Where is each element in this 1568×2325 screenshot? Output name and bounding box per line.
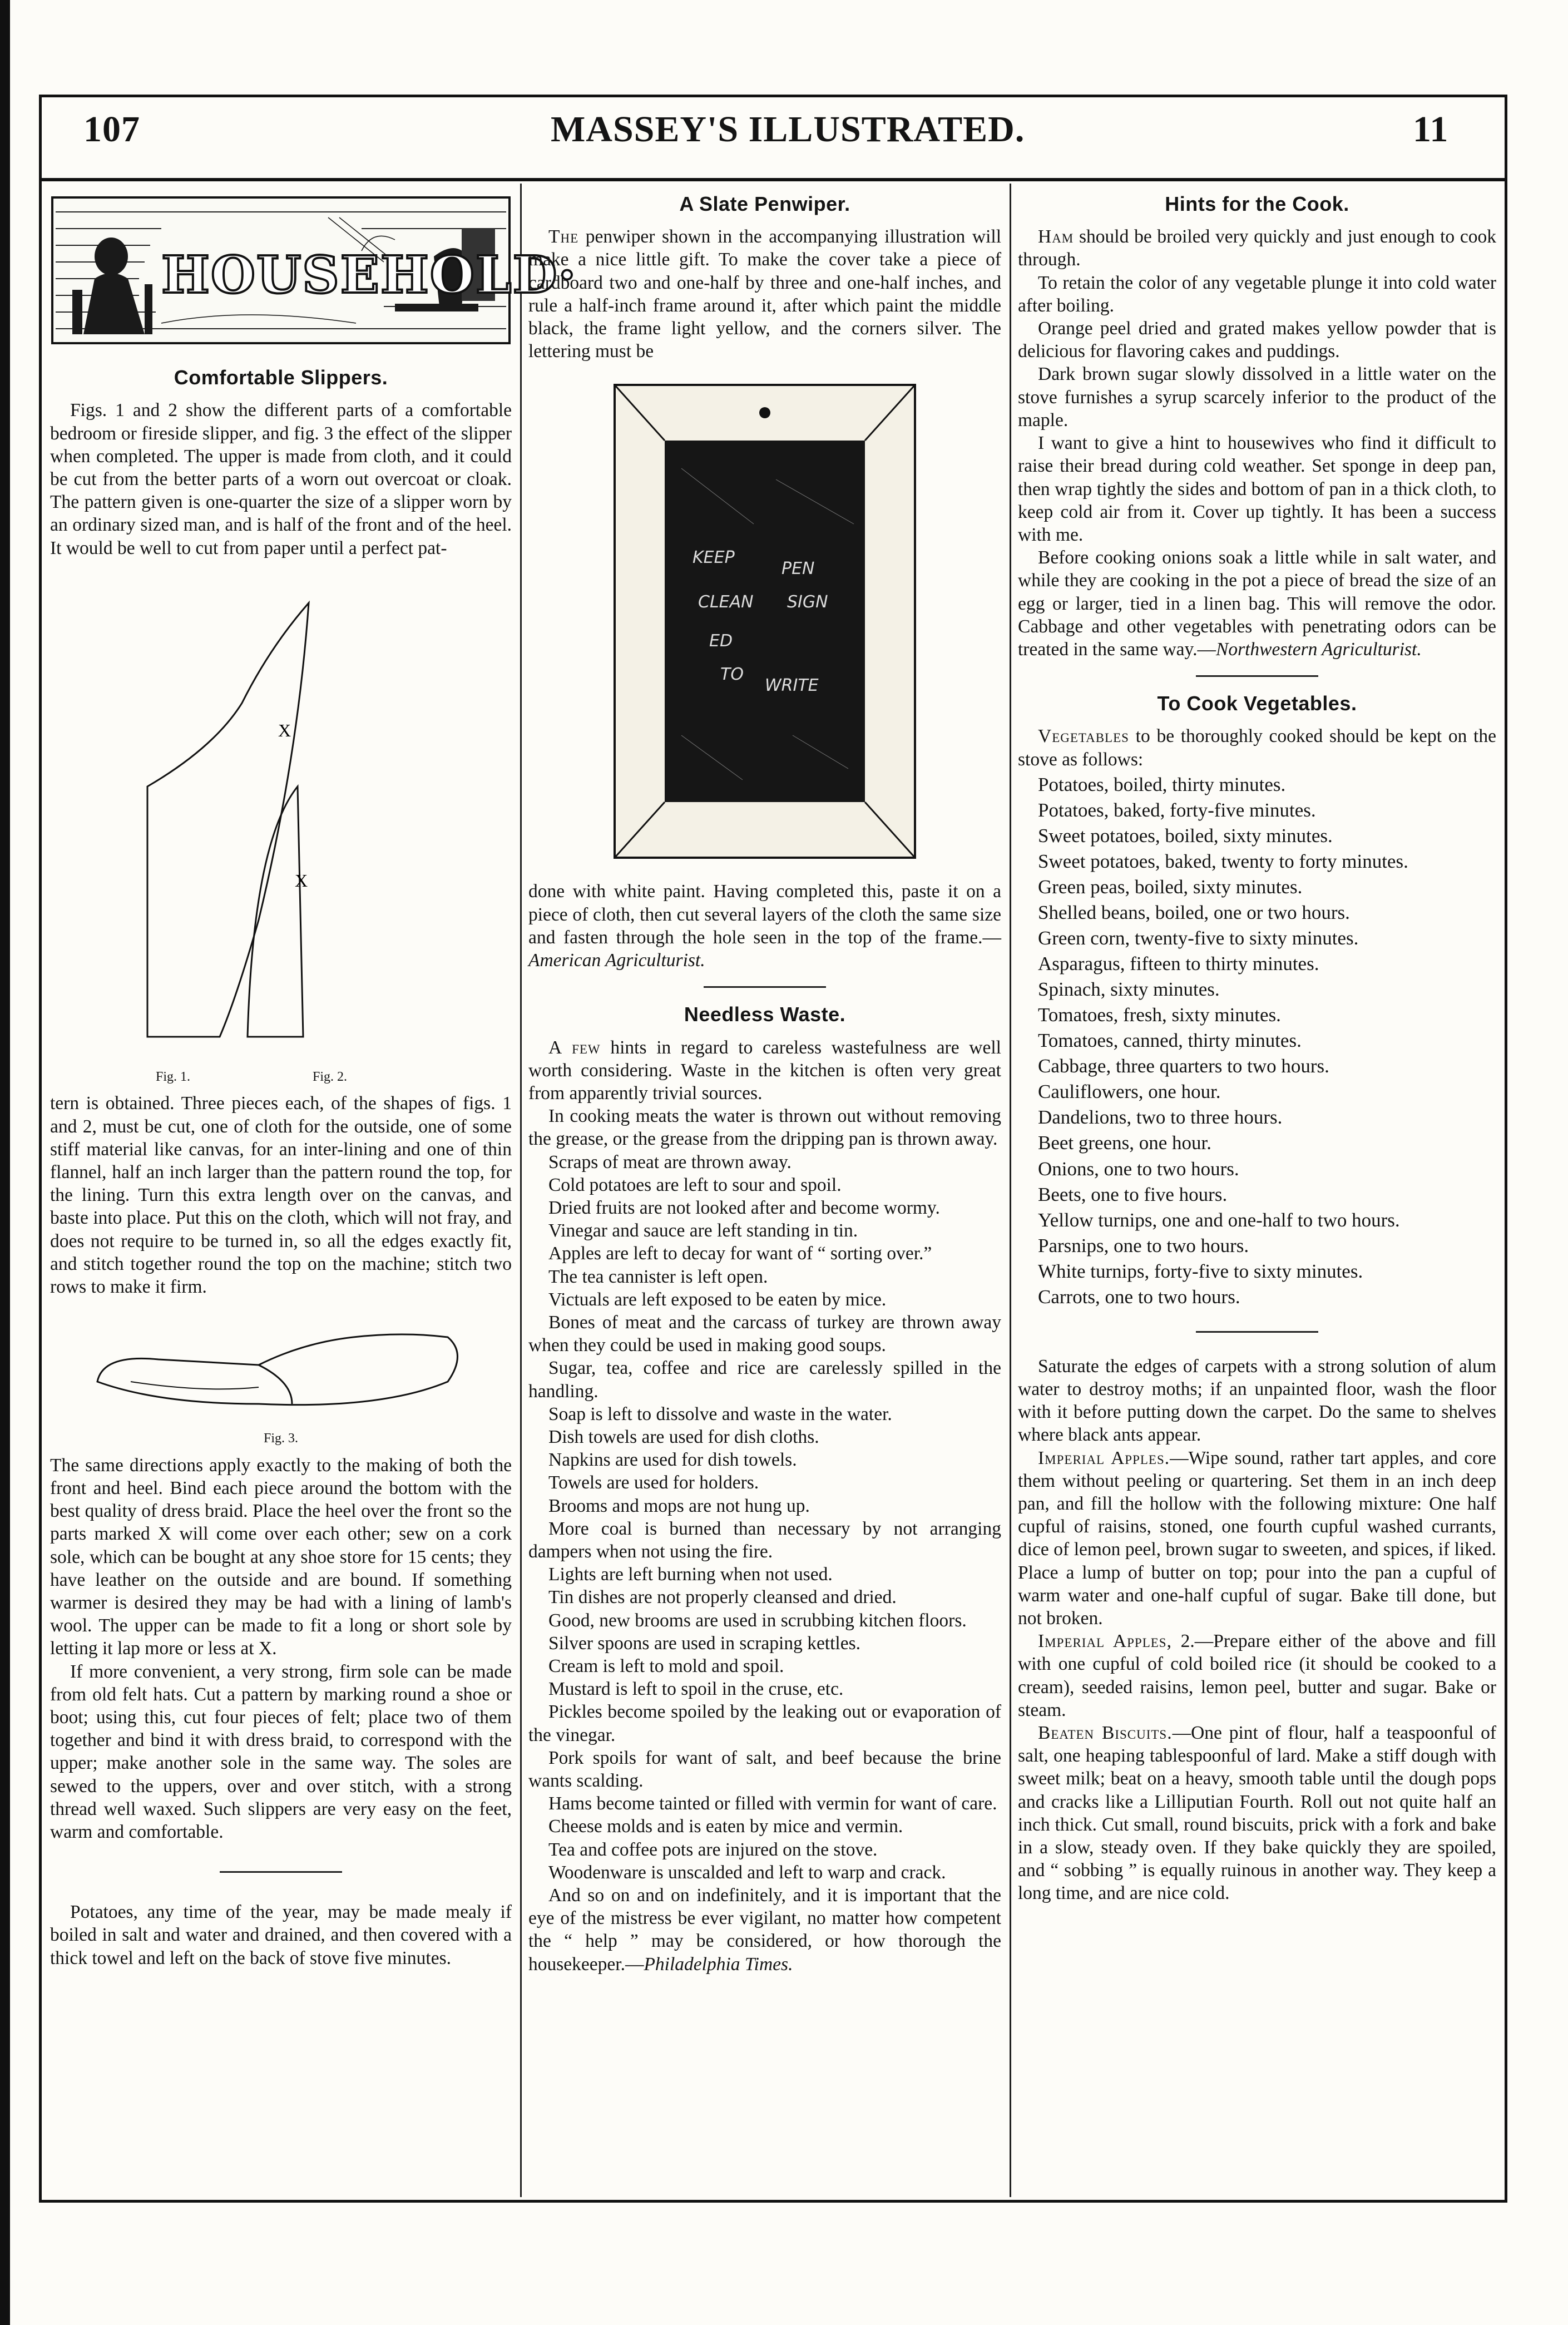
hints-paragraph-1: Ham should be broiled very quickly and just enough to cook through. <box>1018 226 1496 270</box>
waste-item: Lights are left burning when not used. <box>548 1564 833 1585</box>
waste-item: Silver spoons are used in scraping kettles. <box>548 1633 861 1654</box>
waste-item: In cooking meats the water is thrown out without removing the grease, or the grease from the dripping pan is thrown away. <box>528 1106 1001 1150</box>
carpets-paragraph: Saturate the edges of carpets with a strong solution of alum water to destroy moths; if an unpainted floor, wash the floor with it before putting down the carpet. Do the same to shelves where black ants appear. <box>1018 1356 1496 1446</box>
article-title-to-cook-vegetables: To Cook Vegetables. <box>1157 692 1357 715</box>
vegetable-item: Shelled beans, boiled, one or two hours. <box>1038 902 1350 924</box>
fig-2-x-mark: X <box>295 870 308 891</box>
vegetable-item: Spinach, sixty minutes. <box>1038 978 1220 1001</box>
header-rule <box>39 178 1507 181</box>
article-title-slate-penwiper: A Slate Penwiper. <box>679 192 850 215</box>
column-rule-1 <box>520 184 522 2197</box>
vegetables-intro: Vegetables to be thoroughly cooked should be kept on the stove as follows: <box>1018 726 1496 770</box>
waste-closing: And so on and on indefinitely, and it is important that the eye of the mistress be ever vigilant, no matter how competent the “ help ” may be considered, or how thorough the housekeeper.—Philadelphia Times. <box>528 1885 1001 1975</box>
vegetable-item: Beet greens, one hour. <box>1038 1132 1211 1154</box>
section-divider <box>220 1871 342 1873</box>
household-banner-text: HOUSEHOLD· <box>161 245 577 305</box>
column-rule-2 <box>1010 184 1011 2197</box>
waste-item: Cheese molds and is eaten by mice and vermin. <box>548 1816 903 1837</box>
waste-item: Scraps of meat are thrown away. <box>548 1151 792 1173</box>
waste-item: Good, new brooms are used in scrubbing kitchen floors. <box>548 1610 967 1631</box>
waste-item: Dish towels are used for dish cloths. <box>548 1427 819 1448</box>
waste-item: Cold potatoes are left to sour and spoil. <box>548 1174 842 1195</box>
slippers-paragraph-1: Figs. 1 and 2 show the different parts of a comfortable bedroom or fireside slipper, and fig. 3 the effect of the slipper when completed. The upper is made from cloth, and it could be cut from the better parts of a worn out overcoat or cloak. The pattern given is one-quarter the size of a slipper worn by an ordinary sized man, and is half of the front and of the heel. It would be well to cut from paper until a perfect pat- <box>50 400 512 558</box>
slate-text-6: TO <box>720 665 744 685</box>
page-header <box>39 108 1507 175</box>
vegetable-item: Potatoes, baked, forty-five minutes. <box>1038 799 1316 821</box>
waste-item: Pickles become spoiled by the leaking out or evaporation of the vinegar. <box>528 1701 1001 1745</box>
imperial-apples-1: Imperial Apples.—Wipe sound, rather tart apples, and core them without peeling or quartering. Set them in an inch deep pan, and fill the hollow with the following mixture: One half cupful of raisins, stoned, one fourth cupful washed currants, dice of lemon peel, brown sugar to sweeten, and spices, if liked. Place a lump of butter on top; pour into the pan a cupful of warm water and one-half cupful of sugar. Bake till done, but not broken. <box>1018 1447 1496 1629</box>
vegetable-item: Carrots, one to two hours. <box>1038 1285 1240 1308</box>
figure-captions <box>50 1069 512 1086</box>
fig-2-pattern <box>248 786 303 1037</box>
household-banner-illustration <box>50 195 577 345</box>
vegetable-item: Green peas, boiled, sixty minutes. <box>1038 875 1303 898</box>
page-number-left: 107 <box>83 109 140 150</box>
hints-paragraph-6: Before cooking onions soak a little while in salt water, and while they are cooking in the pot a piece of bread the size of an egg or larger, tied in a linen bag. This will remove the odor. Cabbage and other vegetables with penetrating odors can be treated in the same way.—Northwestern Agriculturist. <box>1018 547 1496 660</box>
waste-item: Tea and coffee pots are injured on the stove. <box>548 1839 878 1860</box>
waste-item: Woodenware is unscalded and left to warp and crack. <box>548 1862 946 1883</box>
beaten-biscuits: Beaten Biscuits.—One pint of flour, half a teaspoonful of salt, one heaping tablespoonful of lard. Make a stiff dough with sweet milk; beat on a heavy, smooth table until the dough pops and cracks like a Lilliputian Fourth. Roll out not quite half an inch thick. Cut small, round biscuits, prick with a fork and bake in a slow, steady oven. If they bake quickly they are spoiled, and “ sobbing ” is equally ruinous in another way. They keep a long time, and are nice cold. <box>1018 1723 1496 1904</box>
vegetables-list <box>1018 773 1496 1309</box>
section-divider <box>1196 1331 1318 1333</box>
vegetable-item: White turnips, forty-five to sixty minutes. <box>1038 1260 1363 1282</box>
vegetable-item: Sweet potatoes, boiled, sixty minutes. <box>1038 824 1333 847</box>
vegetable-item: Onions, one to two hours. <box>1038 1157 1239 1180</box>
vegetable-item: Dandelions, two to three hours. <box>1038 1106 1283 1129</box>
waste-list <box>528 1105 1001 1884</box>
fig-1-caption: Fig. 1. <box>156 1069 191 1084</box>
vegetable-item: Yellow turnips, one and one-half to two hours. <box>1038 1209 1400 1231</box>
article-title-comfortable-slippers: Comfortable Slippers. <box>174 366 388 389</box>
waste-item: Sugar, tea, coffee and rice are carelessly spilled in the handling. <box>528 1358 1001 1402</box>
scan-edge <box>0 0 10 2325</box>
penwiper-paragraph-2: done with white paint. Having completed this, paste it on a piece of cloth, then cut several layers of the cloth the same size and fasten through the hole seen in the top of the frame.—American Agriculturist. <box>528 881 1001 971</box>
hints-paragraph-4: Dark brown sugar slowly dissolved in a little water on the stove furnishes a syrup scarcely inferior to the product of the maple. <box>1018 364 1496 431</box>
waste-item: Vinegar and sauce are left standing in tin. <box>548 1220 858 1241</box>
penwiper-paragraph-1: The penwiper shown in the accompanying illustration will make a nice little gift. To make the cover take a piece of cardboard two and one-half by three and one-half inches, and rule a half-inch frame around it, after which paint the middle black, the frame light yellow, and the corners silver. The lettering must be <box>528 226 1001 362</box>
hints-paragraph-5: I want to give a hint to housewives who find it difficult to raise their bread during cold weather. Set sponge in deep pan, then wrap tightly the sides and bottom of pan in a thick cloth, to keep cold air from it. Cover up tightly. It has been a success with me. <box>1018 433 1496 545</box>
waste-item: More coal is burned than necessary by not arranging dampers when not using the fire. <box>528 1518 1001 1562</box>
hints-paragraph-3: Orange peel dried and grated makes yellow powder that is delicious for flavoring cakes and puddings. <box>1018 318 1496 362</box>
slate-text-3: CLEAN <box>698 592 754 612</box>
fig-3-caption: Fig. 3. <box>263 1431 298 1446</box>
waste-item: Towels are used for holders. <box>548 1472 759 1493</box>
article-title-needless-waste: Needless Waste. <box>684 1003 846 1026</box>
fig-1-pattern <box>147 603 309 1037</box>
vegetable-item: Green corn, twenty-five to sixty minutes. <box>1038 927 1359 949</box>
waste-item: Brooms and mops are not hung up. <box>548 1495 810 1516</box>
slippers-paragraph-3: The same directions apply exactly to the making of both the front and heel. Bind each piece around the bottom with the best quality of dress braid. Place the heel over the front so the parts marked X will come over each other; sew on a cork sole, which can be bought at any shoe store for 15 cents; they have leather on the outside and are bound. If something warmer is desired they may be had with a lining of lamb's wool. The upper can be made to fit a long or short sole by letting it lap more or less at X. <box>50 1455 512 1659</box>
slippers-paragraph-2: tern is obtained. Three pieces each, of the shapes of figs. 1 and 2, must be cut, one of cloth for the outside, one of some stiff material like canvas, for an inter-lining and one of thin flannel, half an inch larger than the pattern round the top, for the lining. Turn this extra length over on the canvas, and baste into place. Put this on the cloth, which will not fray, and does not require to be turned in, so all the edges exactly fit, and stitch together round the top on the machine; stitch two rows to make it firm. <box>50 1093 512 1298</box>
waste-item: Tin dishes are not properly cleansed and dried. <box>548 1587 897 1608</box>
fig-3-caption-wrap <box>50 1431 512 1447</box>
column-2 <box>528 192 1001 1976</box>
vegetable-item: Tomatoes, canned, thirty minutes. <box>1038 1030 1302 1052</box>
imperial-apples-2: Imperial Apples, 2.—Prepare either of the above and fill with one cupful of cold boiled rice (it should be cooked to a cream), seeded raisins, lemon peel, butter and sugar. Bake or steam. <box>1018 1631 1496 1720</box>
potatoes-paragraph: Potatoes, any time of the year, may be made mealy if boiled in salt and water and drained, and then covered with a thick towel and left on the back of stove five minutes. <box>50 1902 512 1968</box>
waste-item: Apples are left to decay for want of “ sorting over.” <box>548 1243 932 1264</box>
waste-item: Napkins are used for dish towels. <box>548 1450 797 1471</box>
column-1 <box>50 192 577 1970</box>
slippers-paragraph-4: If more convenient, a very strong, firm sole can be made from old felt hats. Cut a pattern by marking round a shoe or boot; using this, cut four pieces of felt; place two of them together and bind it with dress braid, to correspond with the upper; make another sole in the same way. The soles are sewed to the uppers, over and over stitch, with a strong thread well waxed. Such slippers are very easy on the feet, warm and comfortable. <box>50 1661 512 1842</box>
slate-text-5: ED <box>709 631 733 651</box>
vegetable-item: Cauliflowers, one hour. <box>1038 1081 1221 1103</box>
waste-item: Cream is left to mold and spoil. <box>548 1656 784 1677</box>
household-banner <box>50 195 577 351</box>
slipper-pattern-figures <box>125 564 437 1065</box>
fig-2-caption: Fig. 2. <box>313 1069 348 1084</box>
masthead-title: MASSEY'S ILLUSTRATED. <box>551 109 1025 150</box>
vegetable-item: Sweet potatoes, baked, twenty to forty minutes. <box>1038 850 1408 872</box>
slate-penwiper-illustration <box>609 379 921 863</box>
page-number-right: 11 <box>1413 109 1449 150</box>
waste-item: Hams become tainted or filled with vermin for want of care. <box>548 1793 997 1814</box>
slate-text-1: KEEP <box>693 548 735 568</box>
waste-item: Soap is left to dissolve and waste in the water. <box>548 1403 892 1424</box>
waste-item: Victuals are left exposed to be eaten by mice. <box>548 1289 887 1310</box>
column-3 <box>1018 192 1496 1905</box>
slipper-completed-figure <box>92 1320 470 1426</box>
section-divider <box>1196 675 1318 677</box>
section-divider <box>704 986 826 988</box>
vegetable-item: Parsnips, one to two hours. <box>1038 1234 1249 1257</box>
slate-text-4: SIGN <box>787 592 828 612</box>
waste-item: Mustard is left to spoil in the cruse, etc. <box>548 1679 844 1700</box>
vegetable-item: Potatoes, boiled, thirty minutes. <box>1038 773 1286 795</box>
hints-paragraph-2: To retain the color of any vegetable plunge it into cold water after boiling. <box>1018 272 1496 316</box>
fig-1-x-mark: X <box>278 720 291 740</box>
article-title-hints-for-the-cook: Hints for the Cook. <box>1165 192 1349 215</box>
waste-item: Bones of meat and the carcass of turkey are thrown away when they could be used in making good soups. <box>528 1312 1001 1356</box>
vegetable-item: Beets, one to five hours. <box>1038 1183 1228 1205</box>
slate-text-2: PEN <box>781 559 815 579</box>
vegetable-item: Asparagus, fifteen to thirty minutes. <box>1038 953 1319 975</box>
waste-item: Dried fruits are not looked after and become wormy. <box>548 1197 940 1218</box>
vegetable-item: Cabbage, three quarters to two hours. <box>1038 1055 1329 1077</box>
waste-item: Pork spoils for want of salt, and beef because the brine wants scalding. <box>528 1747 1001 1792</box>
slate-text-7: WRITE <box>765 676 819 696</box>
waste-item: The tea cannister is left open. <box>548 1266 768 1287</box>
waste-intro: A few hints in regard to careless wastefulness are well worth considering. Waste in the kitchen is often very great from apparently trivial sources. <box>528 1037 1001 1104</box>
vegetable-item: Tomatoes, fresh, sixty minutes. <box>1038 1004 1281 1026</box>
